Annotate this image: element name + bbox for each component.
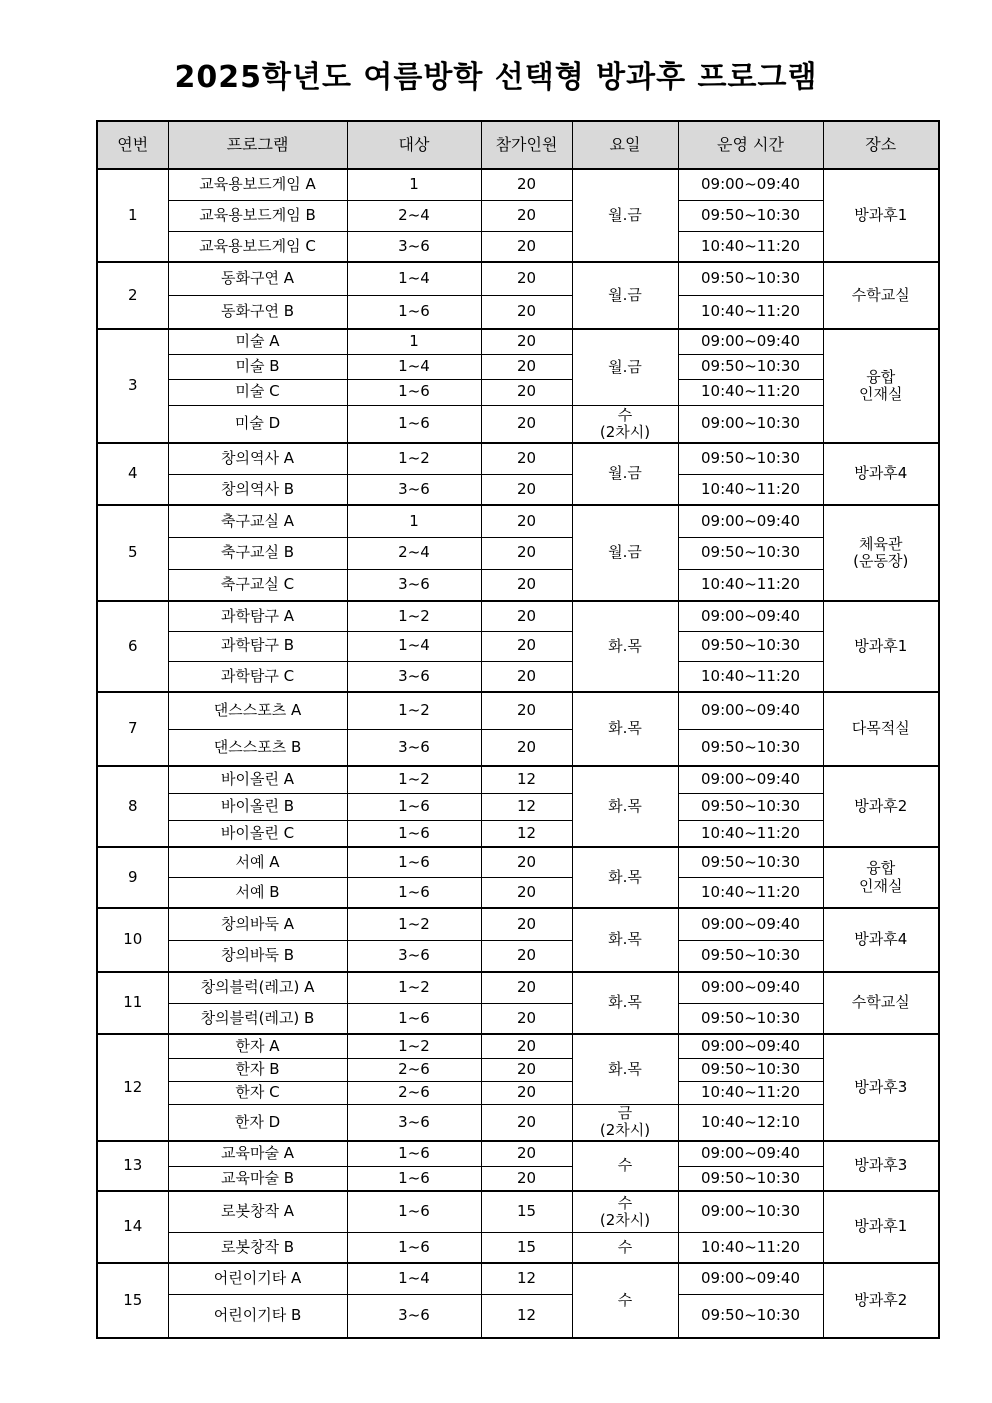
count-cell: 20 xyxy=(481,329,572,354)
target-cell: 1~2 xyxy=(347,1034,481,1058)
time-cell: 09:50~10:30 xyxy=(678,793,823,820)
target-cell: 3~6 xyxy=(347,661,481,692)
day-cell: 월.금 xyxy=(572,505,678,601)
table-row xyxy=(97,200,939,231)
target-cell: 1 xyxy=(347,505,481,537)
time-cell: 09:00~09:40 xyxy=(678,601,823,631)
table-row xyxy=(97,847,939,877)
table-row xyxy=(97,169,939,200)
table-row xyxy=(97,1034,939,1058)
row-number: 1 xyxy=(97,169,168,262)
target-cell: 1~4 xyxy=(347,1263,481,1294)
time-cell: 09:00~09:40 xyxy=(678,908,823,940)
day-cell: 금 (2차시) xyxy=(572,1104,678,1141)
time-cell: 09:50~10:30 xyxy=(678,443,823,474)
program-cell: 교육용보드게임 B xyxy=(168,200,347,231)
count-cell: 20 xyxy=(481,692,572,729)
program-cell: 미술 D xyxy=(168,405,347,443)
day-cell: 화.목 xyxy=(572,766,678,847)
program-cell: 교육마술 A xyxy=(168,1141,347,1166)
table-row xyxy=(97,1166,939,1191)
row-number: 14 xyxy=(97,1191,168,1263)
target-cell: 1~6 xyxy=(347,379,481,405)
table-row xyxy=(97,537,939,569)
table-row xyxy=(97,972,939,1003)
target-cell: 1~4 xyxy=(347,262,481,295)
time-cell: 09:00~09:40 xyxy=(678,505,823,537)
header-row xyxy=(97,121,939,169)
row-number: 5 xyxy=(97,505,168,601)
count-cell: 12 xyxy=(481,793,572,820)
program-cell: 창의블럭(레고) A xyxy=(168,972,347,1003)
day-cell: 월.금 xyxy=(572,262,678,329)
place-cell: 방과후4 xyxy=(823,908,939,972)
table-row xyxy=(97,908,939,940)
count-cell: 12 xyxy=(481,820,572,847)
place-cell: 방과후2 xyxy=(823,766,939,847)
time-cell: 09:50~10:30 xyxy=(678,1294,823,1338)
target-cell: 1~6 xyxy=(347,405,481,443)
count-cell: 20 xyxy=(481,972,572,1003)
count-cell: 20 xyxy=(481,169,572,200)
program-cell: 창의바둑 B xyxy=(168,940,347,972)
program-cell: 바이올린 A xyxy=(168,766,347,793)
target-cell: 3~6 xyxy=(347,231,481,262)
target-cell: 1~6 xyxy=(347,1191,481,1232)
program-cell: 댄스스포츠 A xyxy=(168,692,347,729)
table-row xyxy=(97,1232,939,1263)
place-cell: 수학교실 xyxy=(823,262,939,329)
count-cell: 20 xyxy=(481,537,572,569)
count-cell: 20 xyxy=(481,262,572,295)
target-cell: 3~6 xyxy=(347,940,481,972)
count-cell: 20 xyxy=(481,1081,572,1104)
place-cell: 방과후1 xyxy=(823,601,939,692)
target-cell: 2~6 xyxy=(347,1058,481,1081)
program-cell: 로봇창작 A xyxy=(168,1191,347,1232)
place-cell: 방과후1 xyxy=(823,169,939,262)
table-row xyxy=(97,1104,939,1141)
header-place: 장소 xyxy=(823,121,939,169)
program-cell: 어린이기타 B xyxy=(168,1294,347,1338)
count-cell: 20 xyxy=(481,908,572,940)
target-cell: 1~6 xyxy=(347,793,481,820)
table-row xyxy=(97,379,939,405)
target-cell: 1~6 xyxy=(347,1003,481,1034)
count-cell: 20 xyxy=(481,405,572,443)
program-cell: 한자 C xyxy=(168,1081,347,1104)
program-cell: 창의블럭(레고) B xyxy=(168,1003,347,1034)
header-no: 연번 xyxy=(97,121,168,169)
header-target: 대상 xyxy=(347,121,481,169)
place-cell: 방과후4 xyxy=(823,443,939,505)
count-cell: 20 xyxy=(481,1034,572,1058)
program-cell: 과학탐구 A xyxy=(168,601,347,631)
program-cell: 한자 A xyxy=(168,1034,347,1058)
count-cell: 20 xyxy=(481,569,572,601)
table-row xyxy=(97,1081,939,1104)
header-program: 프로그램 xyxy=(168,121,347,169)
time-cell: 09:50~10:30 xyxy=(678,631,823,661)
count-cell: 20 xyxy=(481,354,572,379)
row-number: 7 xyxy=(97,692,168,766)
row-number: 15 xyxy=(97,1263,168,1338)
table-row xyxy=(97,793,939,820)
row-number: 2 xyxy=(97,262,168,329)
time-cell: 10:40~11:20 xyxy=(678,569,823,601)
program-cell: 바이올린 B xyxy=(168,793,347,820)
program-cell: 한자 D xyxy=(168,1104,347,1141)
program-cell: 창의역사 A xyxy=(168,443,347,474)
target-cell: 1~6 xyxy=(347,1232,481,1263)
time-cell: 10:40~11:20 xyxy=(678,1081,823,1104)
day-cell: 월.금 xyxy=(572,329,678,405)
table-row xyxy=(97,877,939,908)
program-cell: 교육용보드게임 A xyxy=(168,169,347,200)
table-row xyxy=(97,1003,939,1034)
program-cell: 축구교실 B xyxy=(168,537,347,569)
day-cell: 화.목 xyxy=(572,847,678,908)
day-cell: 수 (2차시) xyxy=(572,1191,678,1232)
time-cell: 10:40~11:20 xyxy=(678,379,823,405)
time-cell: 10:40~11:20 xyxy=(678,877,823,908)
table-row xyxy=(97,262,939,295)
header-time: 운영 시간 xyxy=(678,121,823,169)
table-row xyxy=(97,295,939,329)
target-cell: 1~6 xyxy=(347,1141,481,1166)
table-row xyxy=(97,354,939,379)
target-cell: 1~4 xyxy=(347,631,481,661)
target-cell: 1~6 xyxy=(347,1166,481,1191)
count-cell: 20 xyxy=(481,601,572,631)
count-cell: 15 xyxy=(481,1232,572,1263)
target-cell: 3~6 xyxy=(347,474,481,505)
table-row xyxy=(97,820,939,847)
program-cell: 미술 A xyxy=(168,329,347,354)
count-cell: 20 xyxy=(481,505,572,537)
table-row xyxy=(97,631,939,661)
place-cell: 다목적실 xyxy=(823,692,939,766)
count-cell: 20 xyxy=(481,1104,572,1141)
row-number: 11 xyxy=(97,972,168,1034)
table-row xyxy=(97,1058,939,1081)
time-cell: 10:40~11:20 xyxy=(678,231,823,262)
day-cell: 화.목 xyxy=(572,601,678,692)
target-cell: 1~6 xyxy=(347,847,481,877)
count-cell: 20 xyxy=(481,1141,572,1166)
table-row xyxy=(97,1294,939,1338)
table-row xyxy=(97,766,939,793)
table-row xyxy=(97,729,939,766)
program-cell: 교육마술 B xyxy=(168,1166,347,1191)
program-cell: 창의바둑 A xyxy=(168,908,347,940)
time-cell: 09:50~10:30 xyxy=(678,262,823,295)
table-row xyxy=(97,1191,939,1232)
table-row xyxy=(97,1141,939,1166)
row-number: 4 xyxy=(97,443,168,505)
count-cell: 20 xyxy=(481,631,572,661)
row-number: 3 xyxy=(97,329,168,443)
program-cell: 바이올린 C xyxy=(168,820,347,847)
table-row xyxy=(97,692,939,729)
place-cell: 융합 인재실 xyxy=(823,329,939,443)
day-cell: 화.목 xyxy=(572,1034,678,1104)
time-cell: 09:00~09:40 xyxy=(678,972,823,1003)
place-cell: 방과후3 xyxy=(823,1034,939,1141)
row-number: 12 xyxy=(97,1034,168,1141)
program-cell: 축구교실 A xyxy=(168,505,347,537)
table-row xyxy=(97,940,939,972)
count-cell: 20 xyxy=(481,231,572,262)
count-cell: 20 xyxy=(481,729,572,766)
day-cell: 수 (2차시) xyxy=(572,405,678,443)
target-cell: 1~2 xyxy=(347,443,481,474)
count-cell: 12 xyxy=(481,1294,572,1338)
row-number: 6 xyxy=(97,601,168,692)
program-cell: 과학탐구 C xyxy=(168,661,347,692)
program-cell: 미술 C xyxy=(168,379,347,405)
time-cell: 09:00~09:40 xyxy=(678,1263,823,1294)
time-cell: 10:40~11:20 xyxy=(678,1232,823,1263)
target-cell: 2~4 xyxy=(347,537,481,569)
program-cell: 서예 A xyxy=(168,847,347,877)
table-row xyxy=(97,474,939,505)
count-cell: 20 xyxy=(481,877,572,908)
target-cell: 1~2 xyxy=(347,766,481,793)
time-cell: 09:50~10:30 xyxy=(678,1058,823,1081)
place-cell: 방과후1 xyxy=(823,1191,939,1263)
count-cell: 12 xyxy=(481,766,572,793)
time-cell: 09:00~09:40 xyxy=(678,1141,823,1166)
target-cell: 1~2 xyxy=(347,692,481,729)
time-cell: 10:40~11:20 xyxy=(678,661,823,692)
day-cell: 화.목 xyxy=(572,908,678,972)
time-cell: 10:40~11:20 xyxy=(678,474,823,505)
header-count: 참가인원 xyxy=(481,121,572,169)
time-cell: 09:50~10:30 xyxy=(678,1166,823,1191)
place-cell: 융합 인재실 xyxy=(823,847,939,908)
count-cell: 20 xyxy=(481,379,572,405)
time-cell: 09:00~10:30 xyxy=(678,405,823,443)
count-cell: 20 xyxy=(481,940,572,972)
row-number: 9 xyxy=(97,847,168,908)
count-cell: 20 xyxy=(481,1058,572,1081)
target-cell: 1~4 xyxy=(347,354,481,379)
time-cell: 09:00~09:40 xyxy=(678,329,823,354)
time-cell: 09:00~09:40 xyxy=(678,766,823,793)
target-cell: 1~6 xyxy=(347,877,481,908)
time-cell: 09:00~10:30 xyxy=(678,1191,823,1232)
target-cell: 2~4 xyxy=(347,200,481,231)
header-day: 요일 xyxy=(572,121,678,169)
target-cell: 3~6 xyxy=(347,1104,481,1141)
program-cell: 미술 B xyxy=(168,354,347,379)
target-cell: 1~2 xyxy=(347,601,481,631)
count-cell: 20 xyxy=(481,1003,572,1034)
place-cell: 방과후2 xyxy=(823,1263,939,1338)
count-cell: 20 xyxy=(481,1166,572,1191)
day-cell: 화.목 xyxy=(572,972,678,1034)
place-cell: 수학교실 xyxy=(823,972,939,1034)
day-cell: 월.금 xyxy=(572,169,678,262)
row-number: 10 xyxy=(97,908,168,972)
program-cell: 창의역사 B xyxy=(168,474,347,505)
program-cell: 축구교실 C xyxy=(168,569,347,601)
target-cell: 1 xyxy=(347,329,481,354)
count-cell: 20 xyxy=(481,200,572,231)
time-cell: 10:40~12:10 xyxy=(678,1104,823,1141)
target-cell: 1~2 xyxy=(347,972,481,1003)
target-cell: 3~6 xyxy=(347,1294,481,1338)
program-cell: 어린이기타 A xyxy=(168,1263,347,1294)
count-cell: 20 xyxy=(481,443,572,474)
page-title: 2025학년도 여름방학 선택형 방과후 프로그램 xyxy=(174,60,818,95)
target-cell: 2~6 xyxy=(347,1081,481,1104)
table-row xyxy=(97,329,939,354)
time-cell: 09:00~09:40 xyxy=(678,1034,823,1058)
place-cell: 방과후3 xyxy=(823,1141,939,1191)
time-cell: 09:50~10:30 xyxy=(678,537,823,569)
target-cell: 1~6 xyxy=(347,820,481,847)
count-cell: 20 xyxy=(481,661,572,692)
table-row xyxy=(97,601,939,631)
table-row xyxy=(97,661,939,692)
count-cell: 20 xyxy=(481,847,572,877)
time-cell: 09:00~09:40 xyxy=(678,169,823,200)
day-cell: 화.목 xyxy=(572,692,678,766)
target-cell: 1 xyxy=(347,169,481,200)
table-row xyxy=(97,1263,939,1294)
day-cell: 수 xyxy=(572,1232,678,1263)
program-cell: 한자 B xyxy=(168,1058,347,1081)
schedule-table xyxy=(96,120,940,1339)
day-cell: 월.금 xyxy=(572,443,678,505)
time-cell: 10:40~11:20 xyxy=(678,820,823,847)
row-number: 13 xyxy=(97,1141,168,1191)
schedule-body xyxy=(97,169,939,1338)
time-cell: 10:40~11:20 xyxy=(678,295,823,329)
day-cell: 수 xyxy=(572,1141,678,1191)
row-number: 8 xyxy=(97,766,168,847)
table-row xyxy=(97,405,939,443)
program-cell: 댄스스포츠 B xyxy=(168,729,347,766)
target-cell: 1~6 xyxy=(347,295,481,329)
time-cell: 09:50~10:30 xyxy=(678,847,823,877)
count-cell: 12 xyxy=(481,1263,572,1294)
time-cell: 09:00~09:40 xyxy=(678,692,823,729)
day-cell: 수 xyxy=(572,1263,678,1338)
target-cell: 1~2 xyxy=(347,908,481,940)
table-row xyxy=(97,231,939,262)
time-cell: 09:50~10:30 xyxy=(678,940,823,972)
time-cell: 09:50~10:30 xyxy=(678,200,823,231)
target-cell: 3~6 xyxy=(347,569,481,601)
count-cell: 15 xyxy=(481,1191,572,1232)
table-row xyxy=(97,569,939,601)
program-cell: 과학탐구 B xyxy=(168,631,347,661)
program-cell: 동화구연 B xyxy=(168,295,347,329)
count-cell: 20 xyxy=(481,474,572,505)
place-cell: 체육관 (운동장) xyxy=(823,505,939,601)
table-row xyxy=(97,505,939,537)
time-cell: 09:50~10:30 xyxy=(678,729,823,766)
time-cell: 09:50~10:30 xyxy=(678,354,823,379)
target-cell: 3~6 xyxy=(347,729,481,766)
program-cell: 동화구연 A xyxy=(168,262,347,295)
count-cell: 20 xyxy=(481,295,572,329)
program-cell: 교육용보드게임 C xyxy=(168,231,347,262)
table-row xyxy=(97,443,939,474)
program-cell: 서예 B xyxy=(168,877,347,908)
time-cell: 09:50~10:30 xyxy=(678,1003,823,1034)
program-cell: 로봇창작 B xyxy=(168,1232,347,1263)
